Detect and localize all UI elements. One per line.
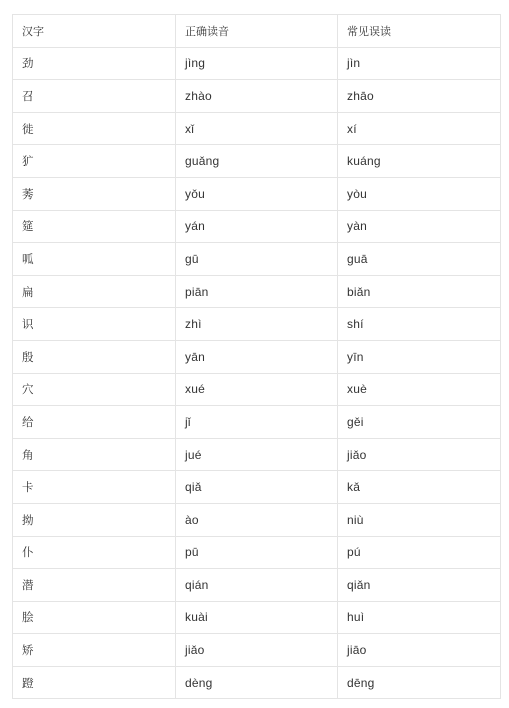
cell-correct-reading: gū [176, 243, 338, 276]
table-row [13, 634, 501, 667]
table-row [13, 406, 501, 439]
cell-common-misreading: yòu [338, 177, 501, 210]
cell-character: 角 [13, 438, 176, 471]
cell-common-misreading: jìn [338, 47, 501, 80]
cell-common-misreading: huì [338, 601, 501, 634]
cell-character: 仆 [13, 536, 176, 569]
cell-correct-reading: jìng [176, 47, 338, 80]
table-row [13, 503, 501, 536]
cell-common-misreading: niù [338, 503, 501, 536]
table-row [13, 340, 501, 373]
table-header-row [13, 15, 501, 48]
table-row [13, 666, 501, 699]
cell-character: 犷 [13, 145, 176, 178]
cell-character: 脍 [13, 601, 176, 634]
cell-correct-reading: xué [176, 373, 338, 406]
cell-common-misreading: jiāo [338, 634, 501, 667]
cell-common-misreading: yīn [338, 340, 501, 373]
cell-character: 呱 [13, 243, 176, 276]
table-row [13, 47, 501, 80]
pronunciation-table-container [12, 14, 500, 699]
header-character: 汉字 [13, 15, 176, 48]
cell-correct-reading: xǐ [176, 112, 338, 145]
cell-correct-reading: zhào [176, 80, 338, 113]
cell-common-misreading: kuáng [338, 145, 501, 178]
table-row [13, 471, 501, 504]
cell-character: 殷 [13, 340, 176, 373]
cell-character: 卡 [13, 471, 176, 504]
cell-common-misreading: dēng [338, 666, 501, 699]
cell-correct-reading: piān [176, 275, 338, 308]
cell-character: 莠 [13, 177, 176, 210]
cell-correct-reading: dèng [176, 666, 338, 699]
cell-character: 劲 [13, 47, 176, 80]
cell-correct-reading: yǒu [176, 177, 338, 210]
cell-character: 穴 [13, 373, 176, 406]
cell-common-misreading: yàn [338, 210, 501, 243]
cell-correct-reading: yán [176, 210, 338, 243]
cell-common-misreading: xí [338, 112, 501, 145]
cell-character: 筵 [13, 210, 176, 243]
cell-common-misreading: guā [338, 243, 501, 276]
cell-correct-reading: pū [176, 536, 338, 569]
cell-correct-reading: kuài [176, 601, 338, 634]
table-row [13, 243, 501, 276]
table-row [13, 536, 501, 569]
cell-character: 识 [13, 308, 176, 341]
table-row [13, 145, 501, 178]
cell-character: 潜 [13, 569, 176, 602]
cell-correct-reading: jiǎo [176, 634, 338, 667]
table-row [13, 177, 501, 210]
cell-common-misreading: jiǎo [338, 438, 501, 471]
cell-character: 召 [13, 80, 176, 113]
cell-correct-reading: qiǎ [176, 471, 338, 504]
cell-common-misreading: xuè [338, 373, 501, 406]
cell-correct-reading: jǐ [176, 406, 338, 439]
cell-common-misreading: kǎ [338, 471, 501, 504]
table-row [13, 112, 501, 145]
cell-correct-reading: qián [176, 569, 338, 602]
cell-character: 扁 [13, 275, 176, 308]
cell-character: 给 [13, 406, 176, 439]
table-row [13, 275, 501, 308]
table-row [13, 438, 501, 471]
cell-common-misreading: gěi [338, 406, 501, 439]
table-row [13, 80, 501, 113]
cell-character: 拗 [13, 503, 176, 536]
table-row [13, 373, 501, 406]
cell-correct-reading: guǎng [176, 145, 338, 178]
cell-common-misreading: pú [338, 536, 501, 569]
cell-common-misreading: biǎn [338, 275, 501, 308]
table-body [13, 47, 501, 699]
cell-correct-reading: yān [176, 340, 338, 373]
cell-correct-reading: zhì [176, 308, 338, 341]
cell-correct-reading: jué [176, 438, 338, 471]
cell-common-misreading: zhāo [338, 80, 501, 113]
cell-character: 徙 [13, 112, 176, 145]
cell-common-misreading: shí [338, 308, 501, 341]
header-common-misreading: 常见误读 [338, 15, 501, 48]
table-row [13, 569, 501, 602]
cell-character: 矫 [13, 634, 176, 667]
header-correct-reading: 正确读音 [176, 15, 338, 48]
pronunciation-table [12, 14, 501, 699]
table-row [13, 210, 501, 243]
table-row [13, 601, 501, 634]
cell-correct-reading: ào [176, 503, 338, 536]
cell-character: 蹬 [13, 666, 176, 699]
cell-common-misreading: qiǎn [338, 569, 501, 602]
table-row [13, 308, 501, 341]
